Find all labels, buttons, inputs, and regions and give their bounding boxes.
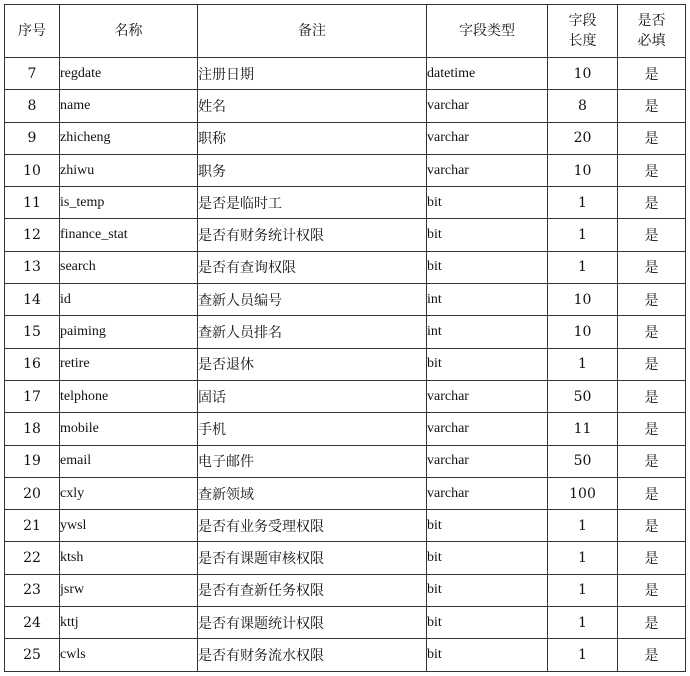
- header-type: 字段类型: [427, 5, 548, 58]
- cell-required: 是: [618, 607, 686, 639]
- cell-length: 20: [548, 122, 618, 154]
- cell-required: 是: [618, 510, 686, 542]
- cell-no: 13: [5, 251, 60, 283]
- cell-note: 是否有财务流水权限: [198, 639, 427, 671]
- cell-note: 固话: [198, 380, 427, 412]
- header-length: [548, 5, 618, 58]
- cell-length: 10: [548, 58, 618, 90]
- cell-type: bit: [427, 510, 548, 542]
- cell-type: varchar: [427, 445, 548, 477]
- cell-name: search: [60, 251, 198, 283]
- table-row: [5, 58, 686, 90]
- cell-note: 查新领域: [198, 477, 427, 509]
- table-row: [5, 251, 686, 283]
- cell-no: 14: [5, 284, 60, 316]
- cell-no: 11: [5, 187, 60, 219]
- header-length-line1: 字段: [568, 13, 597, 29]
- cell-name: email: [60, 445, 198, 477]
- table-row: [5, 187, 686, 219]
- table-row: [5, 284, 686, 316]
- table-row: [5, 90, 686, 122]
- cell-required: 是: [618, 154, 686, 186]
- cell-name: ywsl: [60, 510, 198, 542]
- cell-no: 18: [5, 413, 60, 445]
- cell-length: 1: [548, 510, 618, 542]
- cell-type: bit: [427, 542, 548, 574]
- cell-required: 是: [618, 639, 686, 671]
- cell-name: mobile: [60, 413, 198, 445]
- cell-name: id: [60, 284, 198, 316]
- cell-type: datetime: [427, 58, 548, 90]
- table-row: [5, 380, 686, 412]
- cell-type: varchar: [427, 90, 548, 122]
- cell-note: 是否有财务统计权限: [198, 219, 427, 251]
- cell-type: varchar: [427, 380, 548, 412]
- cell-no: 19: [5, 445, 60, 477]
- cell-required: 是: [618, 219, 686, 251]
- cell-name: telphone: [60, 380, 198, 412]
- cell-name: kttj: [60, 607, 198, 639]
- cell-length: 100: [548, 477, 618, 509]
- cell-type: bit: [427, 219, 548, 251]
- cell-required: 是: [618, 316, 686, 348]
- cell-note: 职称: [198, 122, 427, 154]
- cell-required: 是: [618, 284, 686, 316]
- cell-type: varchar: [427, 413, 548, 445]
- cell-type: varchar: [427, 477, 548, 509]
- table-row: [5, 477, 686, 509]
- cell-length: 1: [548, 251, 618, 283]
- cell-note: 是否有查新任务权限: [198, 574, 427, 606]
- cell-note: 是否是临时工: [198, 187, 427, 219]
- cell-name: name: [60, 90, 198, 122]
- cell-length: 11: [548, 413, 618, 445]
- header-required: [618, 5, 686, 58]
- cell-no: 25: [5, 639, 60, 671]
- cell-type: int: [427, 284, 548, 316]
- table-row: [5, 574, 686, 606]
- cell-no: 7: [5, 58, 60, 90]
- cell-no: 12: [5, 219, 60, 251]
- cell-type: bit: [427, 639, 548, 671]
- cell-required: 是: [618, 90, 686, 122]
- cell-note: 注册日期: [198, 58, 427, 90]
- cell-name: retire: [60, 348, 198, 380]
- header-note: 备注: [198, 5, 427, 58]
- cell-type: bit: [427, 187, 548, 219]
- cell-no: 15: [5, 316, 60, 348]
- cell-no: 10: [5, 154, 60, 186]
- cell-note: 是否有查询权限: [198, 251, 427, 283]
- cell-length: 1: [548, 219, 618, 251]
- table-row: [5, 542, 686, 574]
- cell-no: 16: [5, 348, 60, 380]
- cell-name: cwls: [60, 639, 198, 671]
- header-required-line1: 是否: [637, 13, 666, 29]
- cell-required: 是: [618, 348, 686, 380]
- cell-required: 是: [618, 58, 686, 90]
- cell-name: paiming: [60, 316, 198, 348]
- cell-name: zhicheng: [60, 122, 198, 154]
- cell-no: 21: [5, 510, 60, 542]
- cell-required: 是: [618, 122, 686, 154]
- cell-name: finance_stat: [60, 219, 198, 251]
- cell-required: 是: [618, 477, 686, 509]
- cell-no: 8: [5, 90, 60, 122]
- cell-name: zhiwu: [60, 154, 198, 186]
- cell-required: 是: [618, 574, 686, 606]
- cell-note: 职务: [198, 154, 427, 186]
- cell-required: 是: [618, 380, 686, 412]
- table-row: [5, 510, 686, 542]
- cell-length: 1: [548, 187, 618, 219]
- cell-length: 1: [548, 639, 618, 671]
- cell-length: 10: [548, 154, 618, 186]
- cell-type: int: [427, 316, 548, 348]
- cell-no: 9: [5, 122, 60, 154]
- cell-type: bit: [427, 348, 548, 380]
- table-header-row: [5, 5, 686, 58]
- cell-name: is_temp: [60, 187, 198, 219]
- cell-name: regdate: [60, 58, 198, 90]
- cell-length: 50: [548, 445, 618, 477]
- cell-note: 电子邮件: [198, 445, 427, 477]
- cell-length: 10: [548, 284, 618, 316]
- table-row: [5, 413, 686, 445]
- table-row: [5, 122, 686, 154]
- cell-no: 24: [5, 607, 60, 639]
- cell-length: 10: [548, 316, 618, 348]
- cell-type: varchar: [427, 154, 548, 186]
- cell-required: 是: [618, 251, 686, 283]
- cell-length: 1: [548, 348, 618, 380]
- cell-required: 是: [618, 187, 686, 219]
- header-length-line2: 长度: [568, 33, 597, 49]
- table-row: [5, 348, 686, 380]
- cell-name: jsrw: [60, 574, 198, 606]
- cell-required: 是: [618, 445, 686, 477]
- cell-no: 17: [5, 380, 60, 412]
- cell-note: 是否有课题审核权限: [198, 542, 427, 574]
- cell-length: 1: [548, 607, 618, 639]
- cell-note: 姓名: [198, 90, 427, 122]
- cell-required: 是: [618, 542, 686, 574]
- cell-note: 是否退休: [198, 348, 427, 380]
- cell-no: 22: [5, 542, 60, 574]
- cell-no: 23: [5, 574, 60, 606]
- cell-required: 是: [618, 413, 686, 445]
- cell-note: 是否有业务受理权限: [198, 510, 427, 542]
- table-row: [5, 154, 686, 186]
- table-row: [5, 639, 686, 671]
- header-no: 序号: [5, 5, 60, 58]
- cell-length: 1: [548, 574, 618, 606]
- cell-type: bit: [427, 574, 548, 606]
- table-row: [5, 445, 686, 477]
- header-required-line2: 必填: [637, 33, 666, 49]
- cell-type: bit: [427, 251, 548, 283]
- cell-note: 查新人员排名: [198, 316, 427, 348]
- cell-type: varchar: [427, 122, 548, 154]
- cell-length: 50: [548, 380, 618, 412]
- field-table-container: [4, 4, 686, 672]
- cell-length: 8: [548, 90, 618, 122]
- table-row: [5, 219, 686, 251]
- table-row: [5, 607, 686, 639]
- cell-no: 20: [5, 477, 60, 509]
- header-name: 名称: [60, 5, 198, 58]
- cell-note: 是否有课题统计权限: [198, 607, 427, 639]
- cell-note: 查新人员编号: [198, 284, 427, 316]
- table-row: [5, 316, 686, 348]
- cell-name: ktsh: [60, 542, 198, 574]
- cell-note: 手机: [198, 413, 427, 445]
- cell-type: bit: [427, 607, 548, 639]
- cell-length: 1: [548, 542, 618, 574]
- field-definition-table: [4, 4, 686, 672]
- cell-name: cxly: [60, 477, 198, 509]
